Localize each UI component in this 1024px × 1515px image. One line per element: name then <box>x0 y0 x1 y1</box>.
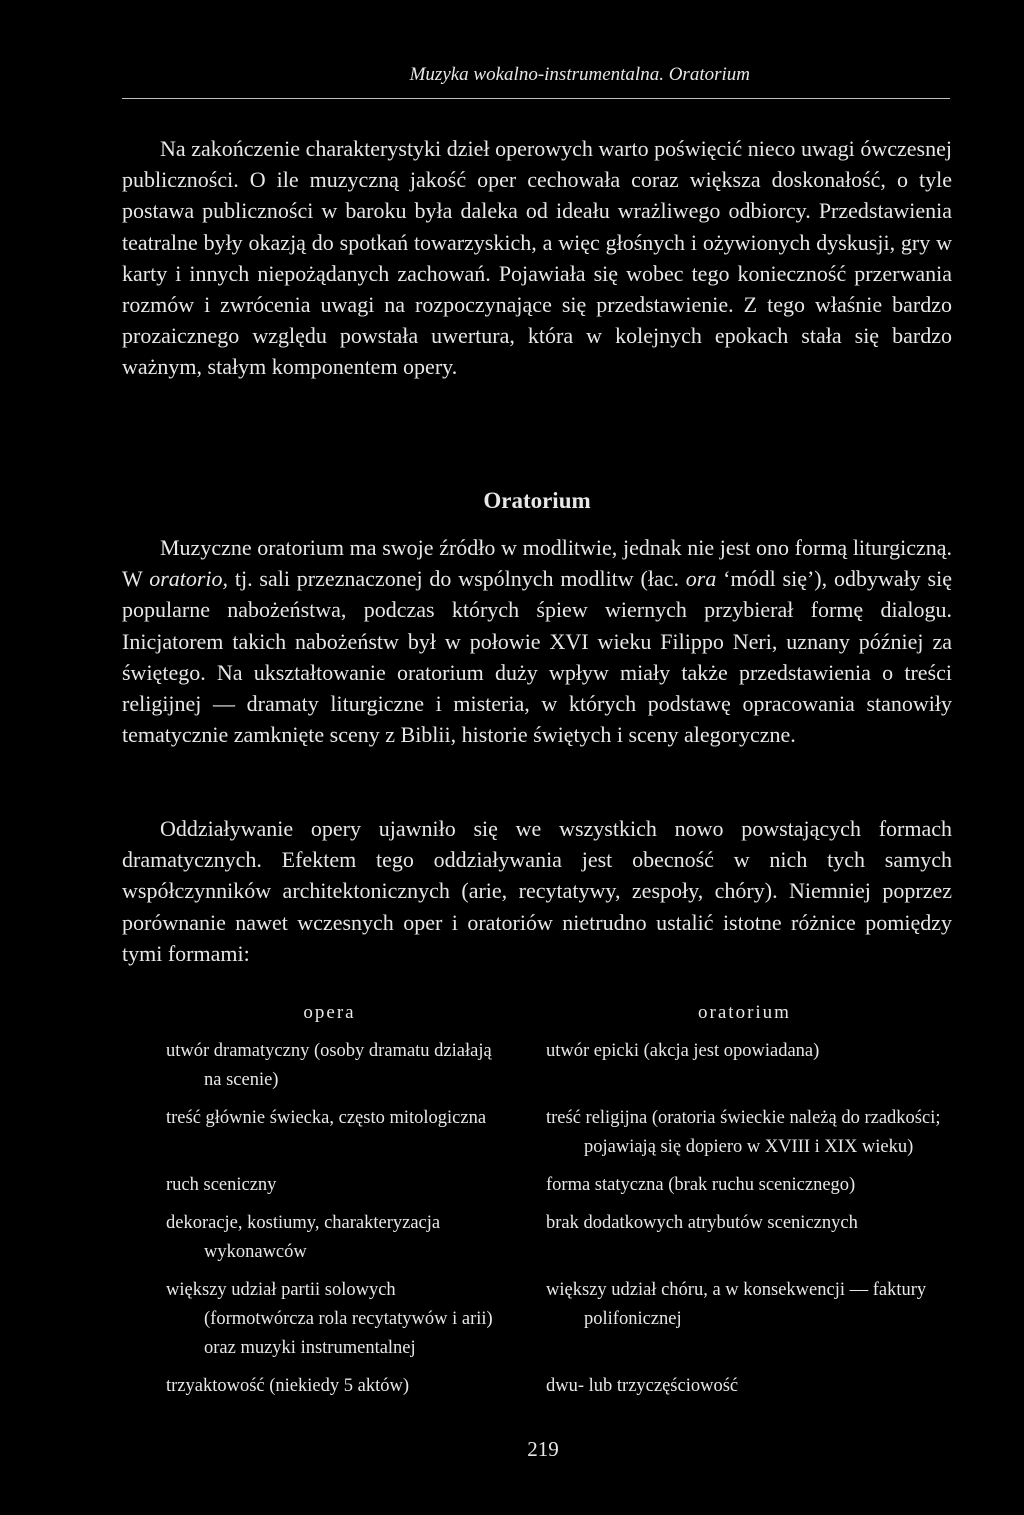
header-rule <box>122 98 950 99</box>
comparison-row <box>122 1276 952 1363</box>
italic-term: oratorio, <box>149 566 229 592</box>
opera-cell: większy udział partii solowych (formotwórcza rola recytatywów i arii) oraz muzyki instrumentalnej <box>166 1280 493 1358</box>
oratorium-cell: dwu- lub trzyczęściowość <box>546 1376 739 1396</box>
oratorium-cell: treść religijna (oratoria świeckie należą do rzadkości; pojawiają się dopiero w XVIII i XIX wieku) <box>546 1108 941 1157</box>
text-run: ‘módl się’), odbywały się popularne nabożeństwa, podczas których śpiew wiernych przybierał formę dialogu. Inicjatorem takich nabożeństw był w połowie XVI wieku Filippo Neri, uznany później za świętego. Na ukształtowanie oratorium duży wpływ miały także przedstawienia o treści religijnej — dramaty liturgiczne i misteria, w których podstawę opracowania stanowiły tematycznie zamknięte sceny z Biblii, historie świętych i sceny alegoryczne. <box>122 566 952 748</box>
opera-cell: dekoracje, kostiumy, charakteryzacja wykonawców <box>166 1213 441 1262</box>
running-header: Muzyka wokalno-instrumentalna. Oratorium <box>409 64 750 85</box>
italic-term: ora <box>685 566 717 592</box>
paragraph-opera-influence: Oddziaływanie opery ujawniło się we wszystkich nowo powstających formach dramatycznych. Efektem tego oddziaływania jest obecność w nich tych samych współczynników architektonicznych (arie, recytatywy, zespoły, chóry). Niemniej poprzez porównanie nawet wczesnych oper i oratoriów nietrudno ustalić istotne różnice pomiędzy tymi formami: <box>122 816 952 966</box>
column-header-opera: opera <box>303 1002 356 1023</box>
oratorium-cell: większy udział chóru, a w konsekwencji — faktury polifonicznej <box>546 1280 927 1329</box>
column-header-oratorium: oratorium <box>698 1002 791 1023</box>
text-run: Muzyczne oratorium ma swoje źródło w modlitwie, jednak nie jest ono formą liturgiczną. W <box>122 535 952 592</box>
comparison-row <box>122 1171 952 1200</box>
oratorium-cell: forma statyczna (brak ruchu scenicznego) <box>546 1175 856 1195</box>
opera-cell: treść głównie świecka, często mitologiczna <box>166 1108 487 1128</box>
section-title: Oratorium <box>483 488 591 513</box>
oratorium-cell: brak dodatkowych atrybutów scenicznych <box>546 1213 858 1233</box>
page-number: 219 <box>527 1437 559 1461</box>
comparison-row <box>122 1372 952 1401</box>
comparison-table <box>122 998 952 1410</box>
opera-cell: trzyaktowość (niekiedy 5 aktów) <box>166 1376 409 1396</box>
comparison-row <box>122 1209 952 1267</box>
paragraph-opera-audience: Na zakończenie charakterystyki dzieł operowych warto poświęcić nieco uwagi ówczesnej publiczności. O ile muzyczną jakość oper cechowała coraz większa doskonałość, o tyle postawa publiczności w baroku była daleka od ideału wrażliwego odbiorcy. Przedstawienia teatralne były okazją do spotkań towarzyskich, a więc głośnych i ożywionych dyskusji, gry w karty i innych niepożądanych zachowań. Pojawiała się wobec tego konieczność przerwania rozmów i zwrócenia uwagi na rozpoczynające się przedstawienie. Z tego właśnie bardzo prozaicznego względu powstała uwertura, która w kolejnych epokach stała się bardzo ważnym, stałym komponentem opery. <box>122 136 952 380</box>
comparison-row <box>122 1037 952 1095</box>
text-run: tj. sali przeznaczonej do wspólnych modlitw (łac. <box>228 566 686 592</box>
opera-cell: ruch sceniczny <box>166 1175 277 1195</box>
oratorium-cell: utwór epicki (akcja jest opowiadana) <box>546 1041 820 1061</box>
opera-cell: utwór dramatyczny (osoby dramatu działają na scenie) <box>166 1041 492 1090</box>
comparison-header <box>122 998 952 1027</box>
paragraph-oratorium-origin <box>122 532 952 750</box>
comparison-row <box>122 1104 952 1162</box>
